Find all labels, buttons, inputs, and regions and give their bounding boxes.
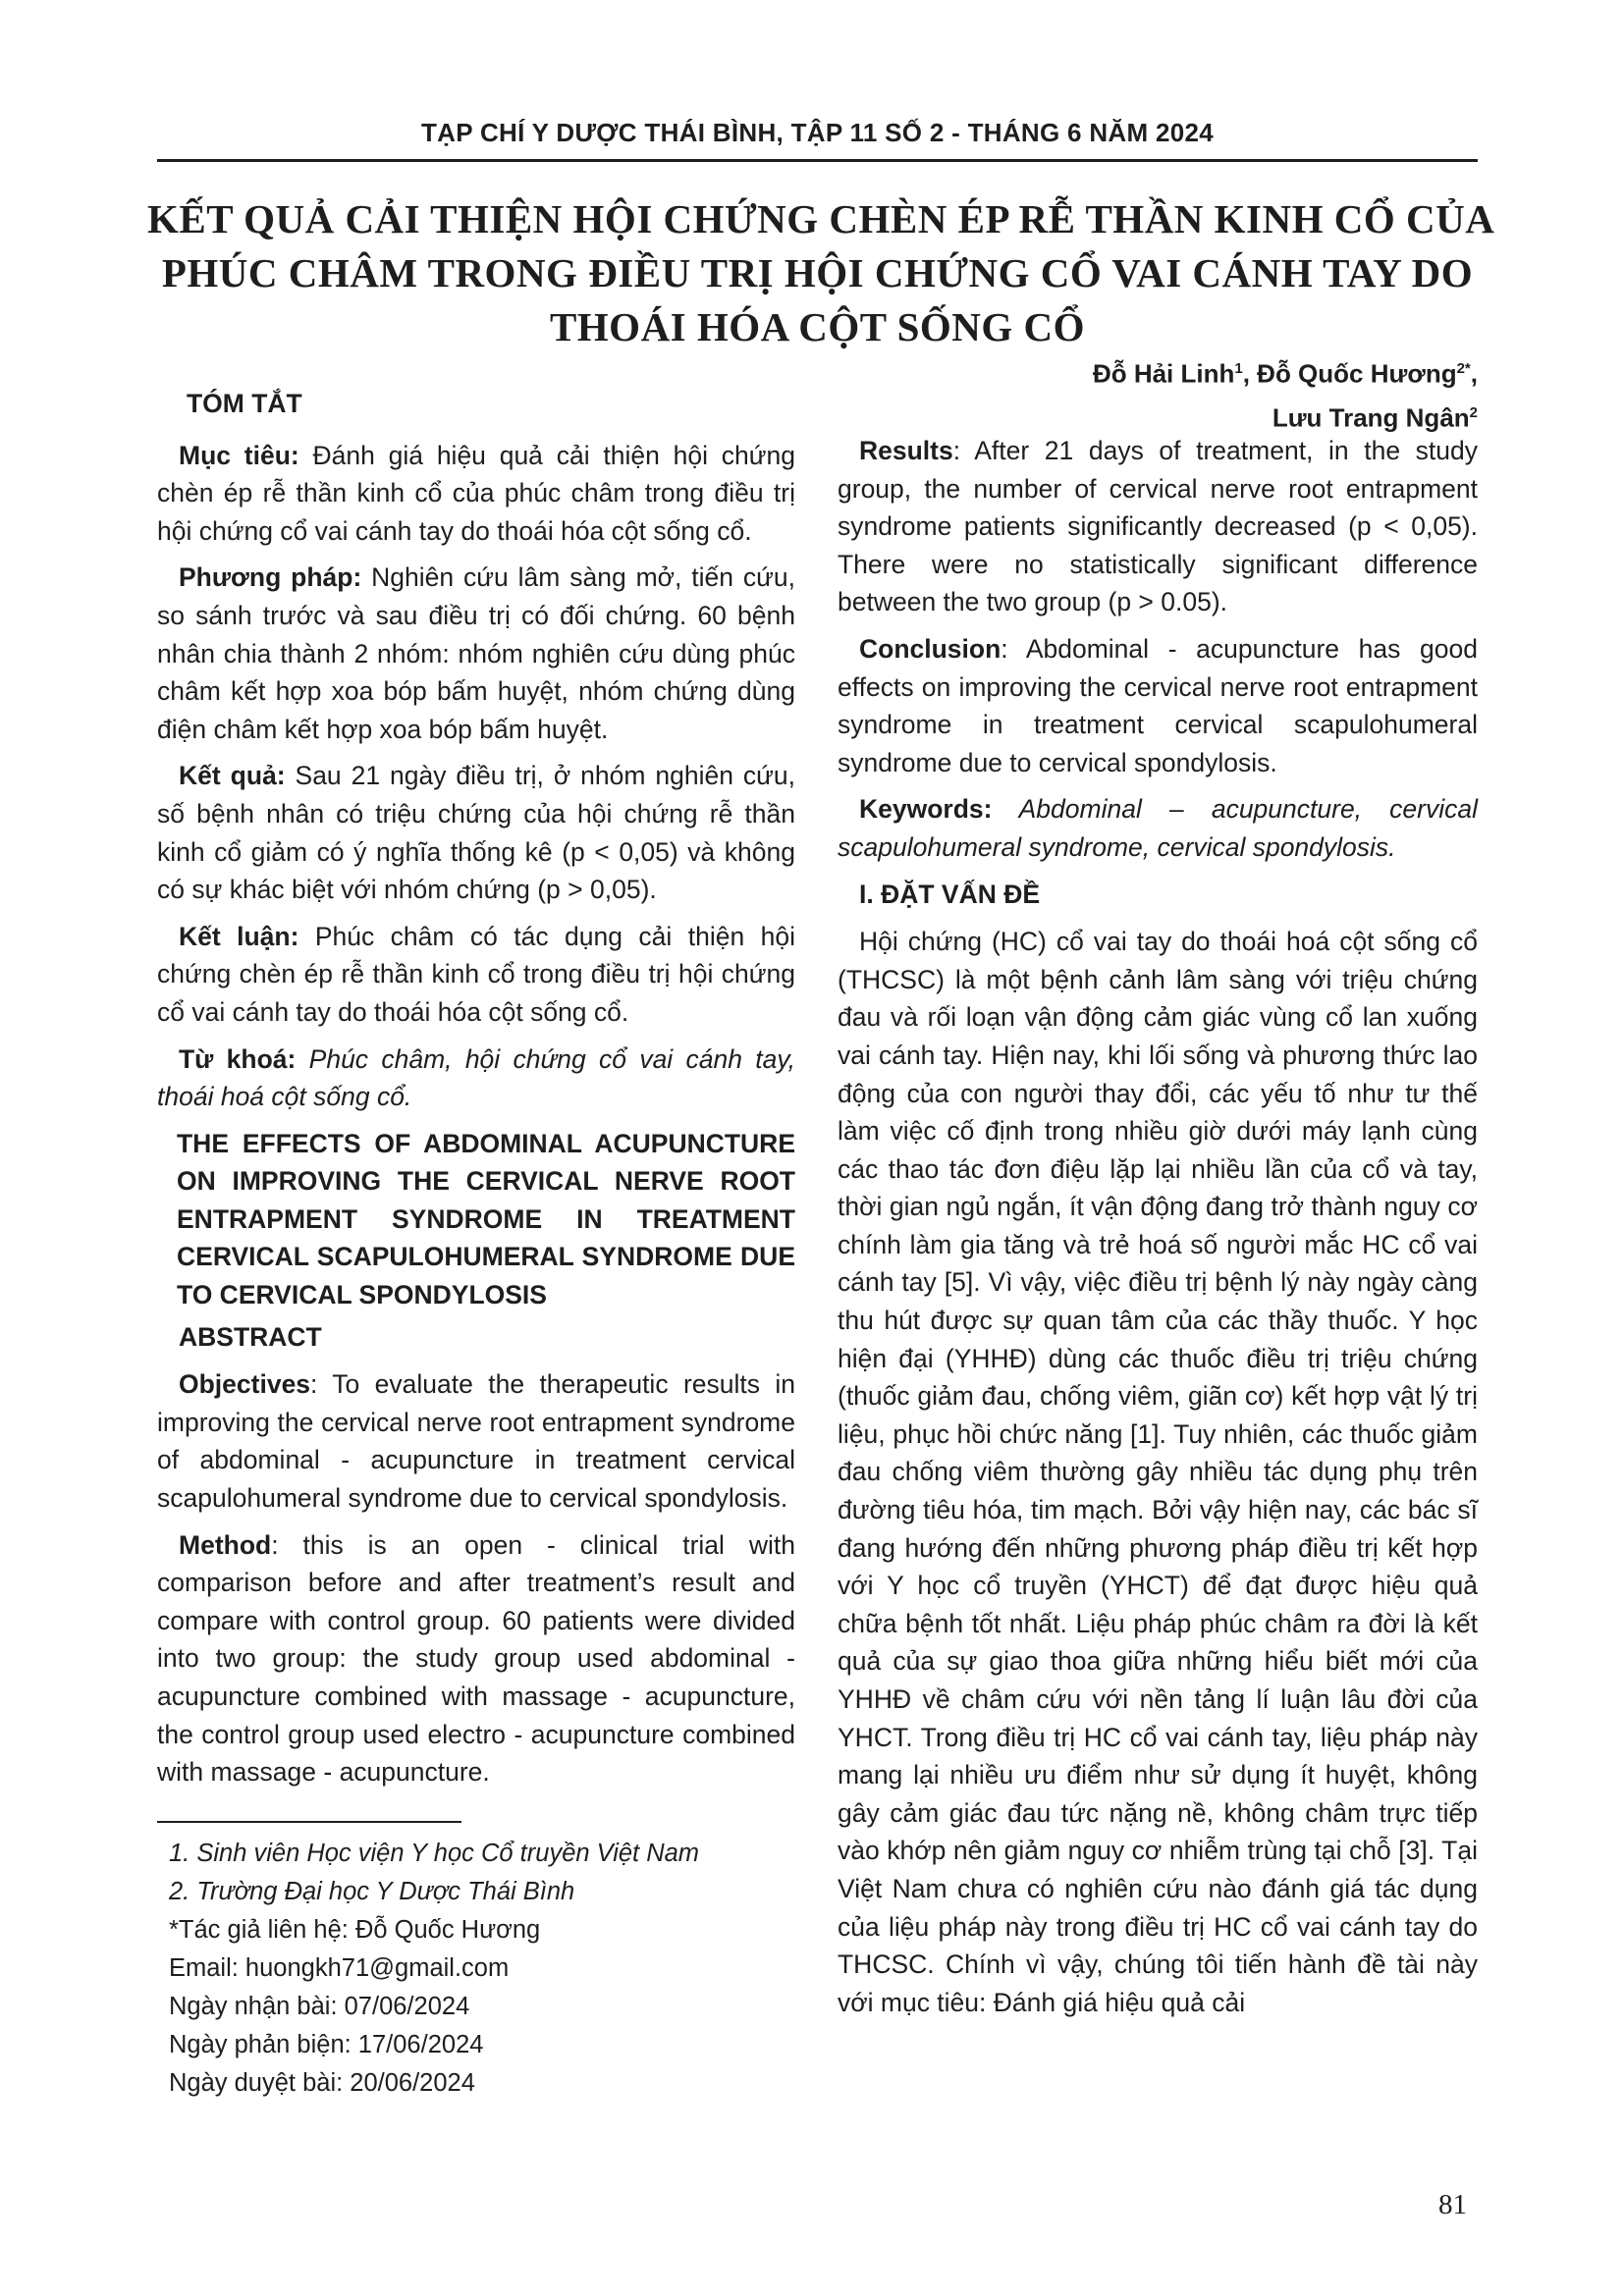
vi-method-label: Phương pháp:: [179, 562, 362, 593]
english-title: THE EFFECTS OF ABDOMINAL ACUPUNCTURE ON IMPROVING THE CERVICAL NERVE ROOT ENTRAPMENT SYNDROME IN TREATMENT CERVICAL SCAPULOHUMERAL SYNDROME DUE TO CERVICAL SPONDYLOSIS: [177, 1128, 795, 1310]
vi-result-label: Kết quả:: [179, 761, 286, 791]
section-heading: I. ĐẶT VẤN ĐỀ: [859, 879, 1041, 909]
vi-objective-text: Đánh giá hiệu quả cải thiện hội chứng chèn ép rễ thần kinh cổ của phúc châm trong điều trị hội chứng cổ vai cánh tay do thoái hóa cột sống cổ.: [157, 440, 795, 546]
footnotes: [157, 1835, 795, 2103]
vi-method-text: Nghiên cứu lâm sàng mở, tiến cứu, so sánh trước và sau điều trị có đối chứng. 60 bệnh nhân chia thành 2 nhóm: nhóm nghiên cứu dùng phúc châm kết hợp xoa bóp bấm huyệt, nhóm chứng dùng điện châm kết hợp xoa bóp bấm huyệt.: [157, 562, 795, 744]
en-objectives-label: Objectives: [179, 1369, 311, 1400]
en-method-label: Method: [179, 1529, 272, 1560]
footnote-affiliation: 1. Sinh viên Học viện Y học Cổ truyền Việt Nam: [169, 1839, 700, 1867]
vi-objective: [157, 437, 795, 551]
footnote-rule: [157, 1821, 461, 1823]
author-name: Lưu Trang Ngân: [1272, 402, 1470, 433]
en-conclusion: [838, 630, 1478, 781]
en-objectives-text: : To evaluate the therapeutic results in improving the cervical nerve root entrapment syndrome of abdominal - acupuncture in treatment cervical scapulohumeral syndrome due to cervical spondylosis.: [157, 1369, 795, 1514]
footnote-affiliation: 2. Trường Đại học Y Dược Thái Bình: [169, 1877, 575, 1905]
footnote-email: Email: huongkh71@gmail.com: [169, 1953, 510, 1982]
title-line: PHÚC CHÂM TRONG ĐIỀU TRỊ HỘI CHỨNG CỔ VAI CÁNH TAY DO: [161, 250, 1474, 295]
en-results-text: : After 21 days of treatment, in the study group, the number of cervical nerve root entrapment syndrome patients significantly decreased (p < 0,05). There were no statistically significant difference between the two group (p > 0.05).: [838, 436, 1478, 617]
vi-result: [157, 757, 795, 908]
author-line: [1093, 394, 1478, 438]
vi-conclusion: [157, 918, 795, 1032]
author-affiliation: 2: [1469, 403, 1478, 421]
vi-conclusion-label: Kết luận:: [179, 921, 299, 951]
en-conclusion-label: Conclusion: [859, 633, 1001, 664]
author-line: [1093, 349, 1478, 394]
vi-conclusion-text: Phúc châm có tác dụng cải thiện hội chứng chèn ép rễ thần kinh cổ trong điều trị hội chứng cổ vai cánh tay do thoái hóa cột sống cổ.: [157, 921, 795, 1027]
author-name: Đỗ Hải Linh: [1092, 358, 1235, 389]
author-affiliation: 2*: [1456, 360, 1471, 377]
en-results: [838, 432, 1478, 621]
footnote-accepted: Ngày duyệt bài: 20/06/2024: [169, 2068, 475, 2097]
vi-objective-label: Mục tiêu:: [179, 440, 299, 470]
vi-abstract-heading: TÓM TẮT: [187, 389, 302, 418]
vi-keywords-label: Từ khoá:: [179, 1043, 297, 1074]
en-abstract-heading: ABSTRACT: [179, 1321, 322, 1352]
en-keywords-text: Abdominal – acupuncture, cervical scapulohumeral syndrome, cervical spondylosis.: [838, 794, 1478, 862]
en-method-text: : this is an open - clinical trial with comparison before and after treatment’s result and compare with control group. 60 patients were divided into two group: the study group used abdominal - acupuncture combined with massage - acupuncture, the control group used electro - acupuncture combined with massage - acupuncture.: [157, 1529, 795, 1788]
title-line: THOÁI HÓA CỘT SỐNG CỔ: [549, 304, 1086, 349]
journal-header: TẠP CHÍ Y DƯỢC THÁI BÌNH, TẬP 11 SỐ 2 - THÁNG 6 NĂM 2024: [420, 118, 1215, 147]
vi-keywords-text: Phúc châm, hội chứng cổ vai cánh tay, thoái hoá cột sống cổ.: [157, 1043, 795, 1112]
footnote-contact: *Tác giả liên hệ: Đỗ Quốc Hương: [169, 1915, 541, 1944]
author-separator: ,: [1242, 358, 1258, 389]
left-column: [157, 385, 795, 2103]
en-conclusion-text: : Abdominal - acupuncture has good effects on improving the cervical nerve root entrapment syndrome in treatment cervical scapulohumeral syndrome due to cervical spondylosis.: [838, 633, 1478, 777]
vi-keywords: [157, 1041, 795, 1116]
title-line: KẾT QUẢ CẢI THIỆN HỘI CHỨNG CHÈN ÉP RỄ THẦN KINH CỔ CỦA: [147, 196, 1495, 241]
author-separator: ,: [1470, 358, 1478, 389]
author-list: [1093, 349, 1478, 437]
author-affiliation: 1: [1234, 360, 1243, 377]
en-keywords: [838, 790, 1478, 866]
header-rule: [157, 159, 1478, 162]
footnote-received: Ngày nhận bài: 07/06/2024: [169, 1992, 470, 2020]
page-number: 81: [1438, 2189, 1467, 2220]
en-results-label: Results: [859, 436, 953, 465]
section-paragraph: Hội chứng (HC) cổ vai tay do thoái hoá cột sống cổ (THCSC) là một bệnh cảnh lâm sàng với triệu chứng đau và rối loạn vận động cảm giác vùng cổ lan xuống vai cánh tay. Hiện nay, khi lối sống và phương thức lao động của con người thay đổi, các yếu tố như tư thế làm việc cố định trong nhiều giờ dưới máy lạnh cùng các thao tác đơn điệu lặp lại nhiều lần của cổ và tay, thời gian ngủ ngắn, ít vận động đang trở thành nguy cơ chính làm gia tăng và trẻ hoá số người mắc HC cổ vai cánh tay [5]. Vì vậy, việc điều trị bệnh lý này ngày càng thu hút được sự quan tâm của các thầy thuốc. Y học hiện đại (YHHĐ) dùng các thuốc điều trị triệu chứng (thuốc giảm đau, chống viêm, giãn cơ) kết hợp vật lý trị liệu, phục hồi chức năng [1]. Tuy nhiên, các thuốc giảm đau chống viêm thường gây nhiều tác dụng phụ trên đường tiêu hóa, tim mạch. Bởi vậy hiện nay, các bác sĩ đang hướng đến những phương pháp điều trị kết hợp với Y học cổ truyền (YHCT) để đạt được hiệu quả chữa bệnh tốt nhất. Liệu pháp phúc châm ra đời là kết quả của sự giao thoa giữa những hiểu biết mới của YHHĐ về châm cứu với nền tảng lí luận lâu đời của YHCT. Trong điều trị HC cổ vai cánh tay, liệu pháp này mang lại nhiều ưu điểm như sử dụng ít huyệt, không gây cảm giác đau tức nặng nề, không châm trực tiếp vào khớp nên giảm nguy cơ nhiễm trùng tại chỗ [3]. Tại Việt Nam chưa có nghiên cứu nào đánh giá tác dụng của liệu pháp này trong điều trị HC cổ vai cánh tay do THCSC. Chính vì vậy, chúng tôi tiến hành đề tài này với mục tiêu: Đánh giá hiệu quả cải: [838, 927, 1478, 2017]
author-name: Đỗ Quốc Hương: [1257, 358, 1457, 389]
right-column: [838, 432, 1478, 2021]
vi-method: [157, 559, 795, 748]
article-title: [147, 192, 1495, 354]
footnote-reviewed: Ngày phản biện: 17/06/2024: [169, 2030, 484, 2058]
en-objectives: [157, 1365, 795, 1517]
en-keywords-label: Keywords:: [859, 794, 993, 825]
vi-result-text: Sau 21 ngày điều trị, ở nhóm nghiên cứu, số bệnh nhân có triệu chứng của hội chứng rễ thần kinh cổ giảm có ý nghĩa thống kê (p < 0,05) và không có sự khác biệt với nhóm chứng (p > 0,05).: [157, 761, 795, 905]
en-method: [157, 1526, 795, 1791]
